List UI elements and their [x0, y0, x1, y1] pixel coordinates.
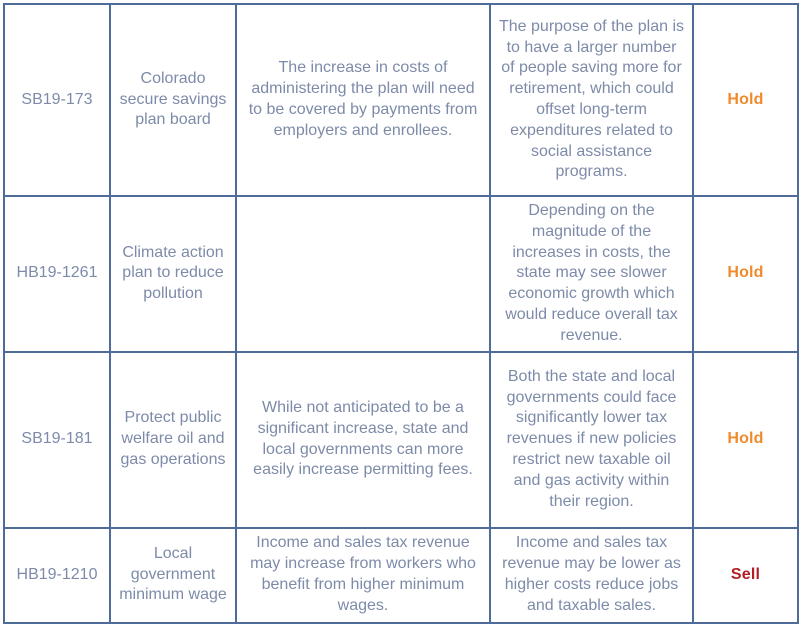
table-body: [4, 4, 798, 623]
rating-cell: Sell: [693, 528, 798, 623]
bill-number-cell: SB19-181: [4, 352, 110, 528]
revenue-impact-cell: Income and sales tax revenue may be lower as higher costs reduce jobs and taxable sales.: [490, 528, 693, 623]
revenue-impact-cell: Depending on the magnitude of the increases in costs, the state may see slower economic growth which would reduce overall tax revenue.: [490, 196, 693, 352]
cost-impact-cell: The increase in costs of administering the plan will need to be covered by payments from employers and enrollees.: [236, 4, 490, 196]
revenue-impact-cell: The purpose of the plan is to have a larger number of people saving more for retirement, which could offset long-term expenditures related to social assistance programs.: [490, 4, 693, 196]
bill-number-cell: HB19-1210: [4, 528, 110, 623]
bill-number-cell: HB19-1261: [4, 196, 110, 352]
table-row: [4, 4, 798, 196]
cost-impact-cell: Income and sales tax revenue may increase from workers who benefit from higher minimum wages.: [236, 528, 490, 623]
table-row: [4, 352, 798, 528]
cost-impact-cell: While not anticipated to be a significant increase, state and local governments can more easily increase permitting fees.: [236, 352, 490, 528]
bill-name-cell: Local government minimum wage: [110, 528, 236, 623]
revenue-impact-cell: Both the state and local governments could face significantly lower tax revenues if new policies restrict new taxable oil and gas activity within their region.: [490, 352, 693, 528]
table-row: [4, 196, 798, 352]
rating-cell: Hold: [693, 196, 798, 352]
rating-cell: Hold: [693, 4, 798, 196]
bill-number-cell: SB19-173: [4, 4, 110, 196]
bill-name-cell: Colorado secure savings plan board: [110, 4, 236, 196]
legislation-ratings-table: [3, 3, 799, 624]
table-row: [4, 528, 798, 623]
cost-impact-cell: [236, 196, 490, 352]
rating-cell: Hold: [693, 352, 798, 528]
bill-name-cell: Climate action plan to reduce pollution: [110, 196, 236, 352]
bill-name-cell: Protect public welfare oil and gas operations: [110, 352, 236, 528]
